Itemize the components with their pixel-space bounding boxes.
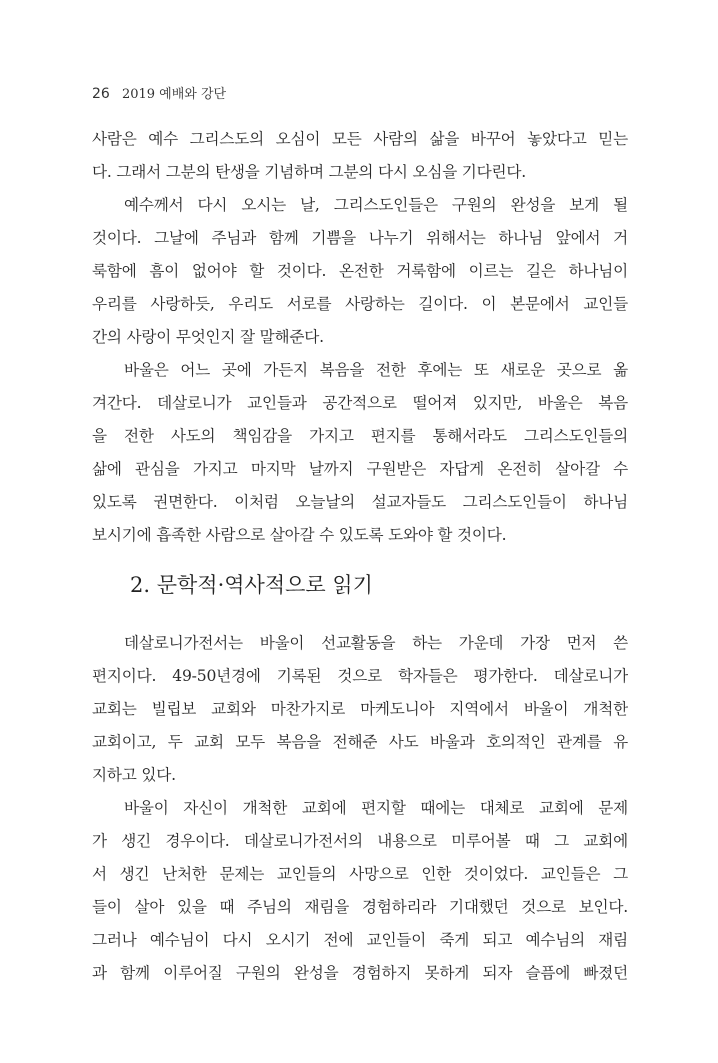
section-heading: 2. 문학적·역사적으로 읽기 bbox=[130, 573, 373, 597]
text-line: 다. 그래서 그분의 탄생을 기념하며 그분의 다시 오심을 기다린다. bbox=[92, 163, 527, 181]
text-line: 가 생긴 경우이다. 데살로니가전서의 내용으로 미루어볼 때 그 교회에 bbox=[92, 832, 628, 850]
text-line: 룩함에 흠이 없어야 할 것이다. 온전한 거룩함에 이르는 길은 하나님이 bbox=[92, 262, 628, 280]
running-title: 2019 예배와 강단 bbox=[121, 87, 227, 102]
text-line: 교회는 빌립보 교회와 마찬가지로 마케도니아 지역에서 바울이 개척한 bbox=[92, 700, 628, 718]
paragraph bbox=[92, 354, 628, 552]
paragraph bbox=[92, 189, 628, 354]
text-line: 바울은 어느 곳에 가든지 복음을 전한 후에는 또 새로운 곳으로 옮 bbox=[124, 361, 628, 379]
text-line: 보시기에 흡족한 사람으로 살아갈 수 있도록 도와야 할 것이다. bbox=[92, 526, 507, 544]
text-line: 들이 살아 있을 때 주님의 재림을 경험하리라 기대했던 것으로 보인다. bbox=[92, 898, 628, 916]
body-text-bottom bbox=[92, 627, 628, 990]
text-line: 간의 사랑이 무엇인지 잘 말해준다. bbox=[92, 328, 324, 346]
text-line: 그러나 예수님이 다시 오시기 전에 교인들이 죽게 되고 예수님의 재림 bbox=[92, 931, 628, 949]
text-line: 것이다. 그날에 주님과 함께 기쁨을 나누기 위해서는 하나님 앞에서 거 bbox=[92, 229, 628, 247]
text-line: 지하고 있다. bbox=[92, 766, 176, 784]
body-text-top bbox=[92, 123, 628, 552]
text-line: 과 함께 이루어질 구원의 완성을 경험하지 못하게 되자 슬픔에 빠졌던 bbox=[92, 964, 628, 982]
text-line: 서 생긴 난처한 문제는 교인들의 사망으로 인한 것이었다. 교인들은 그 bbox=[92, 865, 628, 883]
paragraph bbox=[92, 627, 628, 792]
text-line: 바울이 자신이 개척한 교회에 편지할 때에는 대체로 교회에 문제 bbox=[124, 799, 628, 817]
text-line: 사람은 예수 그리스도의 오심이 모든 사람의 삶을 바꾸어 놓았다고 믿는 bbox=[92, 130, 628, 148]
text-line: 예수께서 다시 오시는 날, 그리스도인들은 구원의 완성을 보게 될 bbox=[124, 196, 628, 214]
running-header bbox=[92, 83, 226, 102]
paragraph bbox=[92, 792, 628, 990]
text-line: 있도록 권면한다. 이처럼 오늘날의 설교자들도 그리스도인들이 하나님 bbox=[92, 493, 628, 511]
text-line: 겨간다. 데살로니가 교인들과 공간적으로 떨어져 있지만, 바울은 복음 bbox=[92, 394, 628, 412]
text-line: 교회이고, 두 교회 모두 복음을 전해준 사도 바울과 호의적인 관계를 유 bbox=[92, 733, 628, 751]
paragraph bbox=[92, 123, 628, 189]
text-line: 편지이다. 49-50년경에 기록된 것으로 학자들은 평가한다. 데살로니가 bbox=[92, 667, 628, 685]
text-line: 데살로니가전서는 바울이 선교활동을 하는 가운데 가장 먼저 쓴 bbox=[124, 634, 628, 652]
text-line: 우리를 사랑하듯, 우리도 서로를 사랑하는 길이다. 이 본문에서 교인들 bbox=[92, 295, 628, 313]
text-line: 삶에 관심을 가지고 마지막 날까지 구원받은 자답게 온전히 살아갈 수 bbox=[92, 460, 628, 478]
page-number: 26 bbox=[92, 86, 110, 102]
text-line: 을 전한 사도의 책임감을 가지고 편지를 통해서라도 그리스도인들의 bbox=[92, 427, 628, 445]
